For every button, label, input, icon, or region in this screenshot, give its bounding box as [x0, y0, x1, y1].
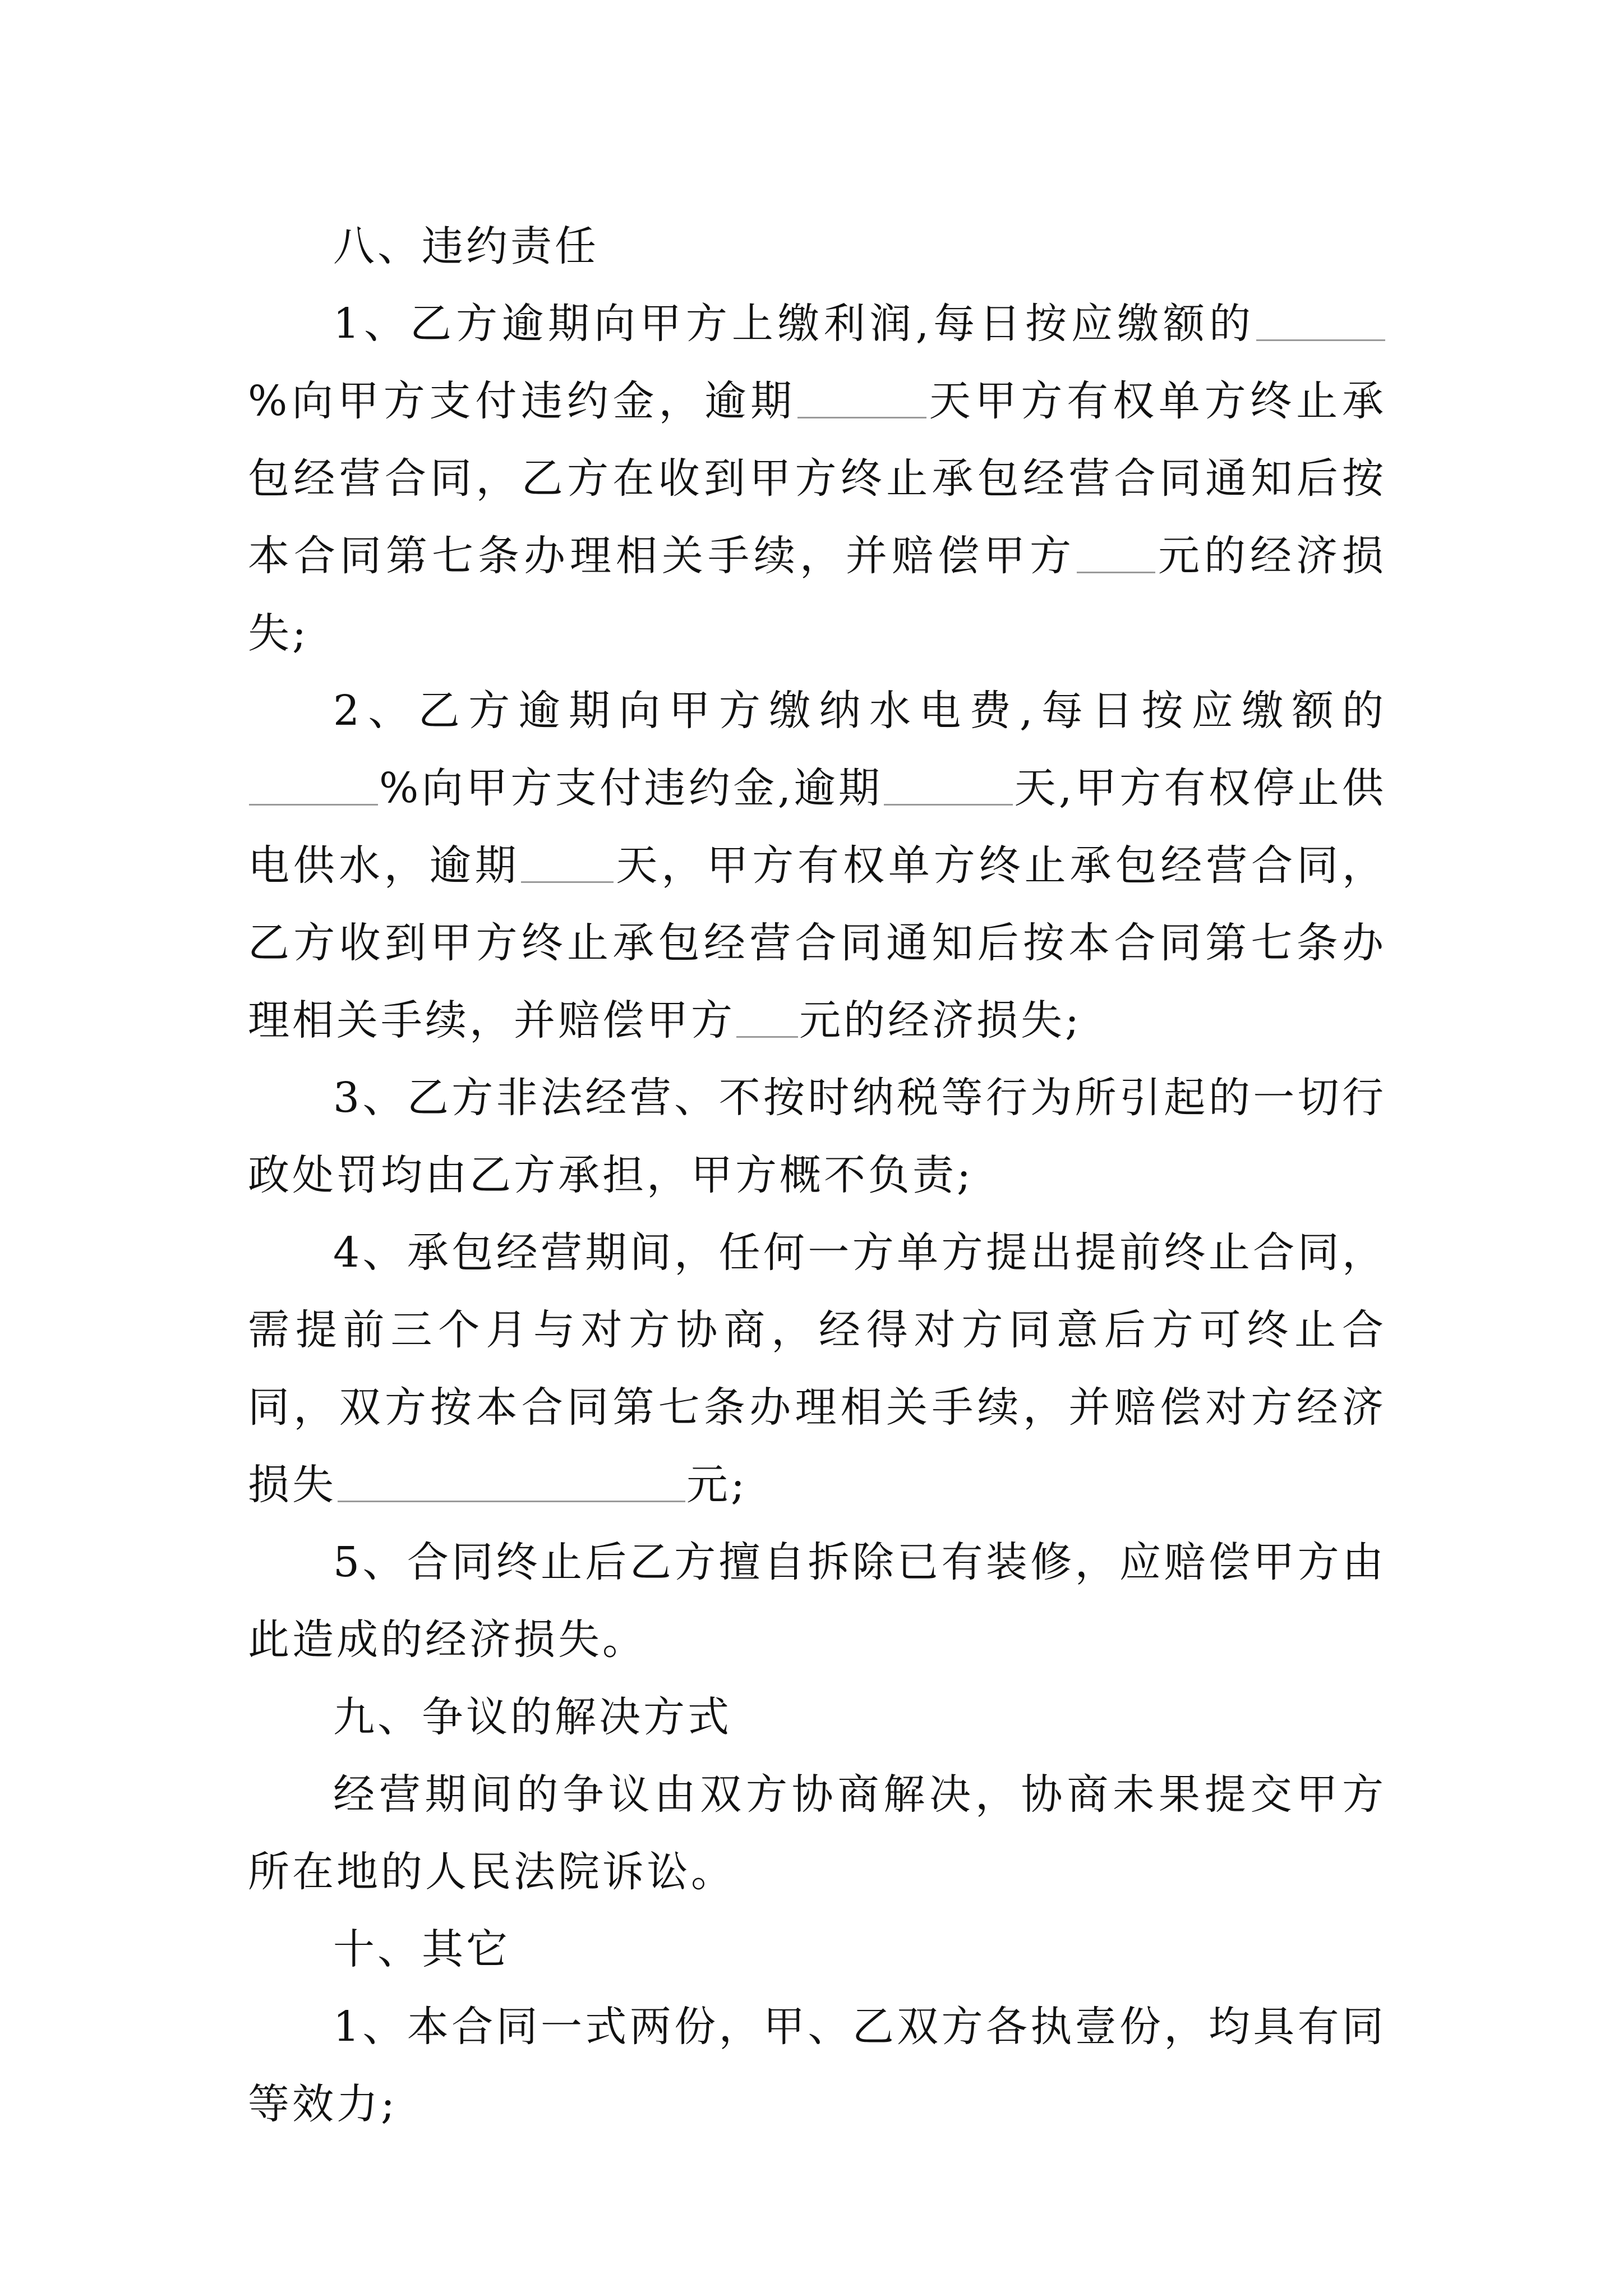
blank-field: [1077, 532, 1155, 573]
clause-text: 元的经济损失;: [248, 532, 1386, 657]
blank-field: [1256, 300, 1385, 341]
clause-text: 天甲方有权单方终止承包经营合同，乙方在收到甲方终止承包经营合同通知后按本合同第七条办理相关手续，并赔偿甲方: [248, 377, 1386, 580]
blank-field: [521, 842, 614, 883]
clause-10-1: 1、本合同一式两份，甲、乙双方各执壹份，均具有同等效力;: [248, 2003, 1386, 2128]
section-heading-other: 十、其它: [333, 1925, 510, 1973]
clause-text: 天，甲方有权单方终止承包经营合同，乙方收到甲方终止承包经营合同通知后按本合同第七条办理相关手续，并赔偿甲方: [248, 841, 1387, 1045]
clause-9-body: 经营期间的争议由双方协商解决，协商未果提交甲方所在地的人民法院诉讼。: [248, 1770, 1386, 1896]
clause-text: %向甲方支付违约金,逾期: [379, 764, 883, 812]
clause-text: 4、承包经营期间，任何一方单方提出提前终止合同，需提前三个月与对方协商，经得对方同意后方可终止合同，双方按本合同第七条办理相关手续，并赔偿对方经济损失: [248, 1228, 1386, 1509]
clause-text: 元的经济损失;: [799, 996, 1082, 1045]
clause-8-5: 5、合同终止后乙方擅自拆除已有装修，应赔偿甲方由此造成的经济损失。: [248, 1538, 1386, 1664]
clause-8-2: [248, 672, 1386, 1059]
blank-field: [797, 378, 926, 418]
blank-field: [338, 1461, 685, 1502]
document-page: [248, 208, 1386, 2143]
blank-field: [884, 765, 1013, 806]
clause-text: 1、乙方逾期向甲方上缴利润,每日按应缴额的: [333, 300, 1255, 348]
blank-field: [736, 997, 798, 1038]
section-heading-dispute-resolution: 九、争议的解决方式: [333, 1693, 732, 1741]
clause-8-3: 3、乙方非法经营、不按时纳税等行为所引起的一切行政处罚均由乙方承担，甲方概不负责;: [248, 1074, 1386, 1199]
blank-field: [249, 765, 378, 806]
clause-text: 元;: [686, 1461, 748, 1509]
clause-text: 2、乙方逾期向甲方缴纳水电费,每日按应缴额的: [333, 687, 1386, 735]
clause-8-4: [248, 1214, 1386, 1524]
section-heading-breach-liability: 八、违约责任: [333, 222, 599, 270]
clause-8-1: [248, 285, 1386, 672]
clause-text: 天,甲方有权停止供电供水，逾期: [248, 764, 1386, 890]
clause-text: %向甲方支付违约金，逾期: [248, 377, 796, 425]
